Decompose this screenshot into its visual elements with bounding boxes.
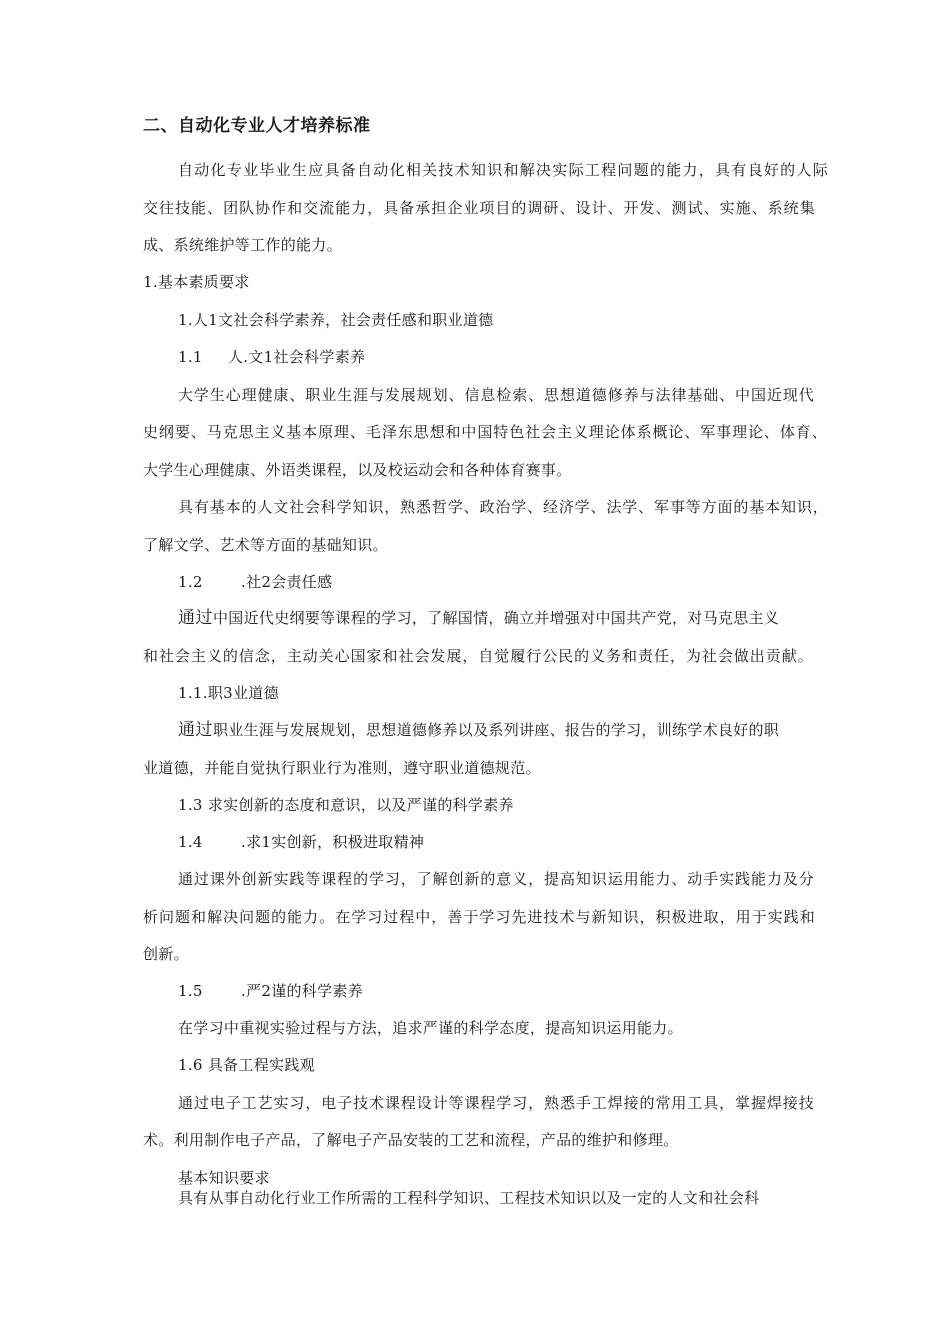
paragraph-line: 史纲要、马克思主义基本原理、毛泽东思想和中国特色社会主义理论体系概论、军事理论、体育、 xyxy=(143,423,827,441)
subsection-number: 1.4 xyxy=(178,833,203,851)
subsection-title: .社2会责任感 xyxy=(241,573,333,591)
subsection-number: 1.5 xyxy=(178,982,203,1000)
subsection-title: 1.6 具备工程实践观 xyxy=(178,1056,315,1074)
subsection-title: 基本知识要求 xyxy=(178,1169,270,1187)
paragraph-text: 中国近代史纲要等课程的学习，了解国情，确立并增强对中国共产党，对马克思主义 xyxy=(213,609,780,627)
paragraph-line: 和社会主义的信念，主动关心国家和社会发展，自觉履行公民的义务和责任，为社会做出贡献。 xyxy=(143,647,813,665)
paragraph-line: 具有从事自动化行业工作所需的工程科学知识、工程技术知识以及一定的人文和社会科 xyxy=(178,1189,760,1207)
emphasis-text: 通过 xyxy=(178,720,213,740)
paragraph-line: 通过课外创新实践等课程的学习，了解创新的意义，提高知识运用能力、动手实践能力及分 xyxy=(178,870,814,888)
subsection-number: 1.2 xyxy=(178,573,203,591)
paragraph-line: 大学生心理健康、外语类课程，以及校运动会和各种体育赛事。 xyxy=(143,461,572,479)
subsection-number: 1.1 xyxy=(178,348,203,366)
paragraph-line: 大学生心理健康、职业生涯与发展规划、信息检索、思想道德修养与法律基础、中国近现代 xyxy=(178,386,814,404)
paragraph-line: 创新。 xyxy=(143,945,189,963)
paragraph-line: 业道德，并能自觉执行职业行为准则，遵守职业道德规范。 xyxy=(143,759,541,777)
paragraph-line: 术。利用制作电子产品，了解电子产品安装的工艺和流程，产品的维护和修理。 xyxy=(143,1131,679,1149)
subsection-title: 1.1.职3业道德 xyxy=(178,684,279,702)
paragraph-line: 了解文学、艺术等方面的基础知识。 xyxy=(143,536,388,554)
subsection-title: 1.基本素质要求 xyxy=(143,273,250,291)
subsection-title: 1.3 求实创新的态度和意识，以及严谨的科学素养 xyxy=(178,796,514,814)
emphasis-text: 通过 xyxy=(178,608,213,628)
paragraph-line: 析问题和解决问题的能力。在学习过程中，善于学习先进技术与新知识，积极进取，用于实践和 xyxy=(143,908,815,926)
paragraph-line: 通过电子工艺实习，电子技术课程设计等课程学习，熟悉手工焊接的常用工具，掌握焊接技 xyxy=(178,1094,814,1112)
paragraph-text: 职业生涯与发展规划，思想道德修养以及系列讲座、报告的学习，训练学术良好的职 xyxy=(213,721,780,739)
paragraph-line: 自动化专业毕业生应具备自动化相关技术知识和解决实际工程问题的能力，具有良好的人际 xyxy=(178,161,828,179)
subsection-title: .求1实创新，积极进取精神 xyxy=(241,833,425,851)
subsection-title: 人.文1社会科学素养 xyxy=(228,348,366,366)
paragraph-line xyxy=(178,720,779,740)
subsection-title: 1.人1文社会科学素养，社会责任感和职业道德 xyxy=(178,311,494,329)
paragraph-line xyxy=(178,608,779,628)
section-heading: 二、自动化专业人才培养标准 xyxy=(143,116,371,136)
paragraph-line: 在学习中重视实验过程与方法，追求严谨的科学态度，提高知识运用能力。 xyxy=(178,1019,683,1037)
paragraph-line: 具有基本的人文社会科学知识，熟悉哲学、政治学、经济学、法学、军事等方面的基本知识， xyxy=(178,498,828,516)
paragraph-line: 交往技能、团队协作和交流能力，具备承担企业项目的调研、设计、开发、测试、实施、系统集 xyxy=(143,199,815,217)
paragraph-line: 成、系统维护等工作的能力。 xyxy=(143,236,342,254)
subsection-title: .严2谨的科学素养 xyxy=(241,982,364,1000)
